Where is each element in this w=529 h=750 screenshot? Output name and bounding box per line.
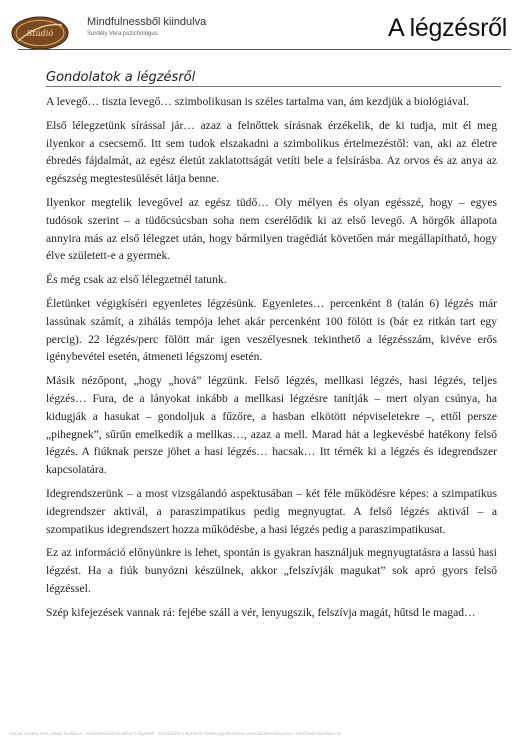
paragraph: Életünket végigkíséri egyenletes légzésünk. Egyenletes… percenként 8 (talán 6) légzés már lassúnak számít, a zihálás tempója lehet akár percenként 100 fölött is (bár ez ritkán tart egy percig). 22 légzés/perc fölött már igen veszélyesnek tekinthető a légzésszám, kivéve erős igénybevétel esetén, átmeneti légszomj esetén.: [46, 296, 497, 364]
paragraph: Ez az információ előnyünkre is lehet, spontán is gyakran használjuk megnyugtatásra a lassú hasi légzést. Ha a fiúk bunyózni készülnek, akkor „felszívják magukat” sok apró gyors felső légzéssel.: [46, 546, 497, 595]
paragraph: Első lélegzetünk sírással jár… azaz a felnőttek sírásnak érzékelik, de ki tudja, mit él meg ilyenkor a csecsemő. Itt sem tudok elszakadni a szimbolikus értelmezéstől: van, aki az életre ébredés fájdalmát, az egész életút zaklatottságát vetíti bele a felsírásba. Az orvos és az anya az egészség megtestesülését látja benne.: [46, 118, 497, 186]
header-subtitle: Surdély Vera pszichológus: [87, 31, 158, 37]
paragraph: És még csak az első lélegzetnél tatunk.: [46, 273, 227, 287]
page-title: A légzésről: [388, 14, 507, 42]
header-title: Mindfulnessből kiindulva: [87, 16, 207, 28]
section-divider: [46, 86, 501, 87]
svg-text:Stúdió: Stúdió: [26, 29, 54, 38]
studio-meditacio-logo: [10, 14, 70, 52]
paragraph: Másik nézőpont, „hogy „hová” légzünk. Felső légzés, mellkasi légzés, hasi légzés, teljes légzés… Fura, de a lányokat inkább a mellkasi légzésre tanítják – mert olyan csúnya, ha kidugják a hasukat – gondoljuk a fűzőre, a hasban elkötött népviseletekre –, ettől persze „pihegnek”, sűrűn emelkedik a mellkas…, azaz a mell. Marad hát a legkevésbé hatékony felső légzés. A fiúknak persze jöhet a hasi légzés… hacsak… Itt térnék ki a légzés és idegrendszer kapcsolatára.: [46, 374, 497, 477]
paragraph: Szép kifejezések vannak rá: fejébe száll a vér, lenyugszik, felszívja magát, hűtsd le magad…: [46, 605, 476, 619]
header-divider: [18, 49, 511, 50]
section-title: Gondolatok a légzésről: [46, 70, 196, 85]
paragraph: Idegrendszerünk – a most vizsgálandó aspektusában – két féle működésre képes: a szimpatikus idegrendszer aktivál, a paraszimpatikus pedig megnyugtat. A felső légzés aktivál – a szompatikus idegrendszert hozza működésbe, a hasi légzés pedig a paraszimpatikusat.: [46, 486, 497, 536]
footer-source-note: Forrás: Surdély Vera, Stúdió Meditáció – Mindfulnessből kiindulva. A légzésről – Gondolatok a légzésről. Minden jog fenntartva. www.studiomeditacio.hu • info@studiomeditacio.hu: [10, 731, 342, 736]
paragraph: A levegő… tiszta levegő… szimbolikusan is széles tartalma van, ám kezdjük a biológiával.: [46, 95, 470, 108]
article-body: [46, 93, 497, 628]
paragraph: Ilyenkor megtelik levegővel az egész tüdő… Oly mélyen és olyan egésszé, hogy – egyes tudósok szerint – a tüdőcsúcsban soha nem cserélődik ki az első levegő. A hörgők állapota annyira más az első lélegzet után, hogy bármilyen tragédiát követően már megállapítható, hogy élve született-e a gyermek.: [46, 195, 497, 263]
